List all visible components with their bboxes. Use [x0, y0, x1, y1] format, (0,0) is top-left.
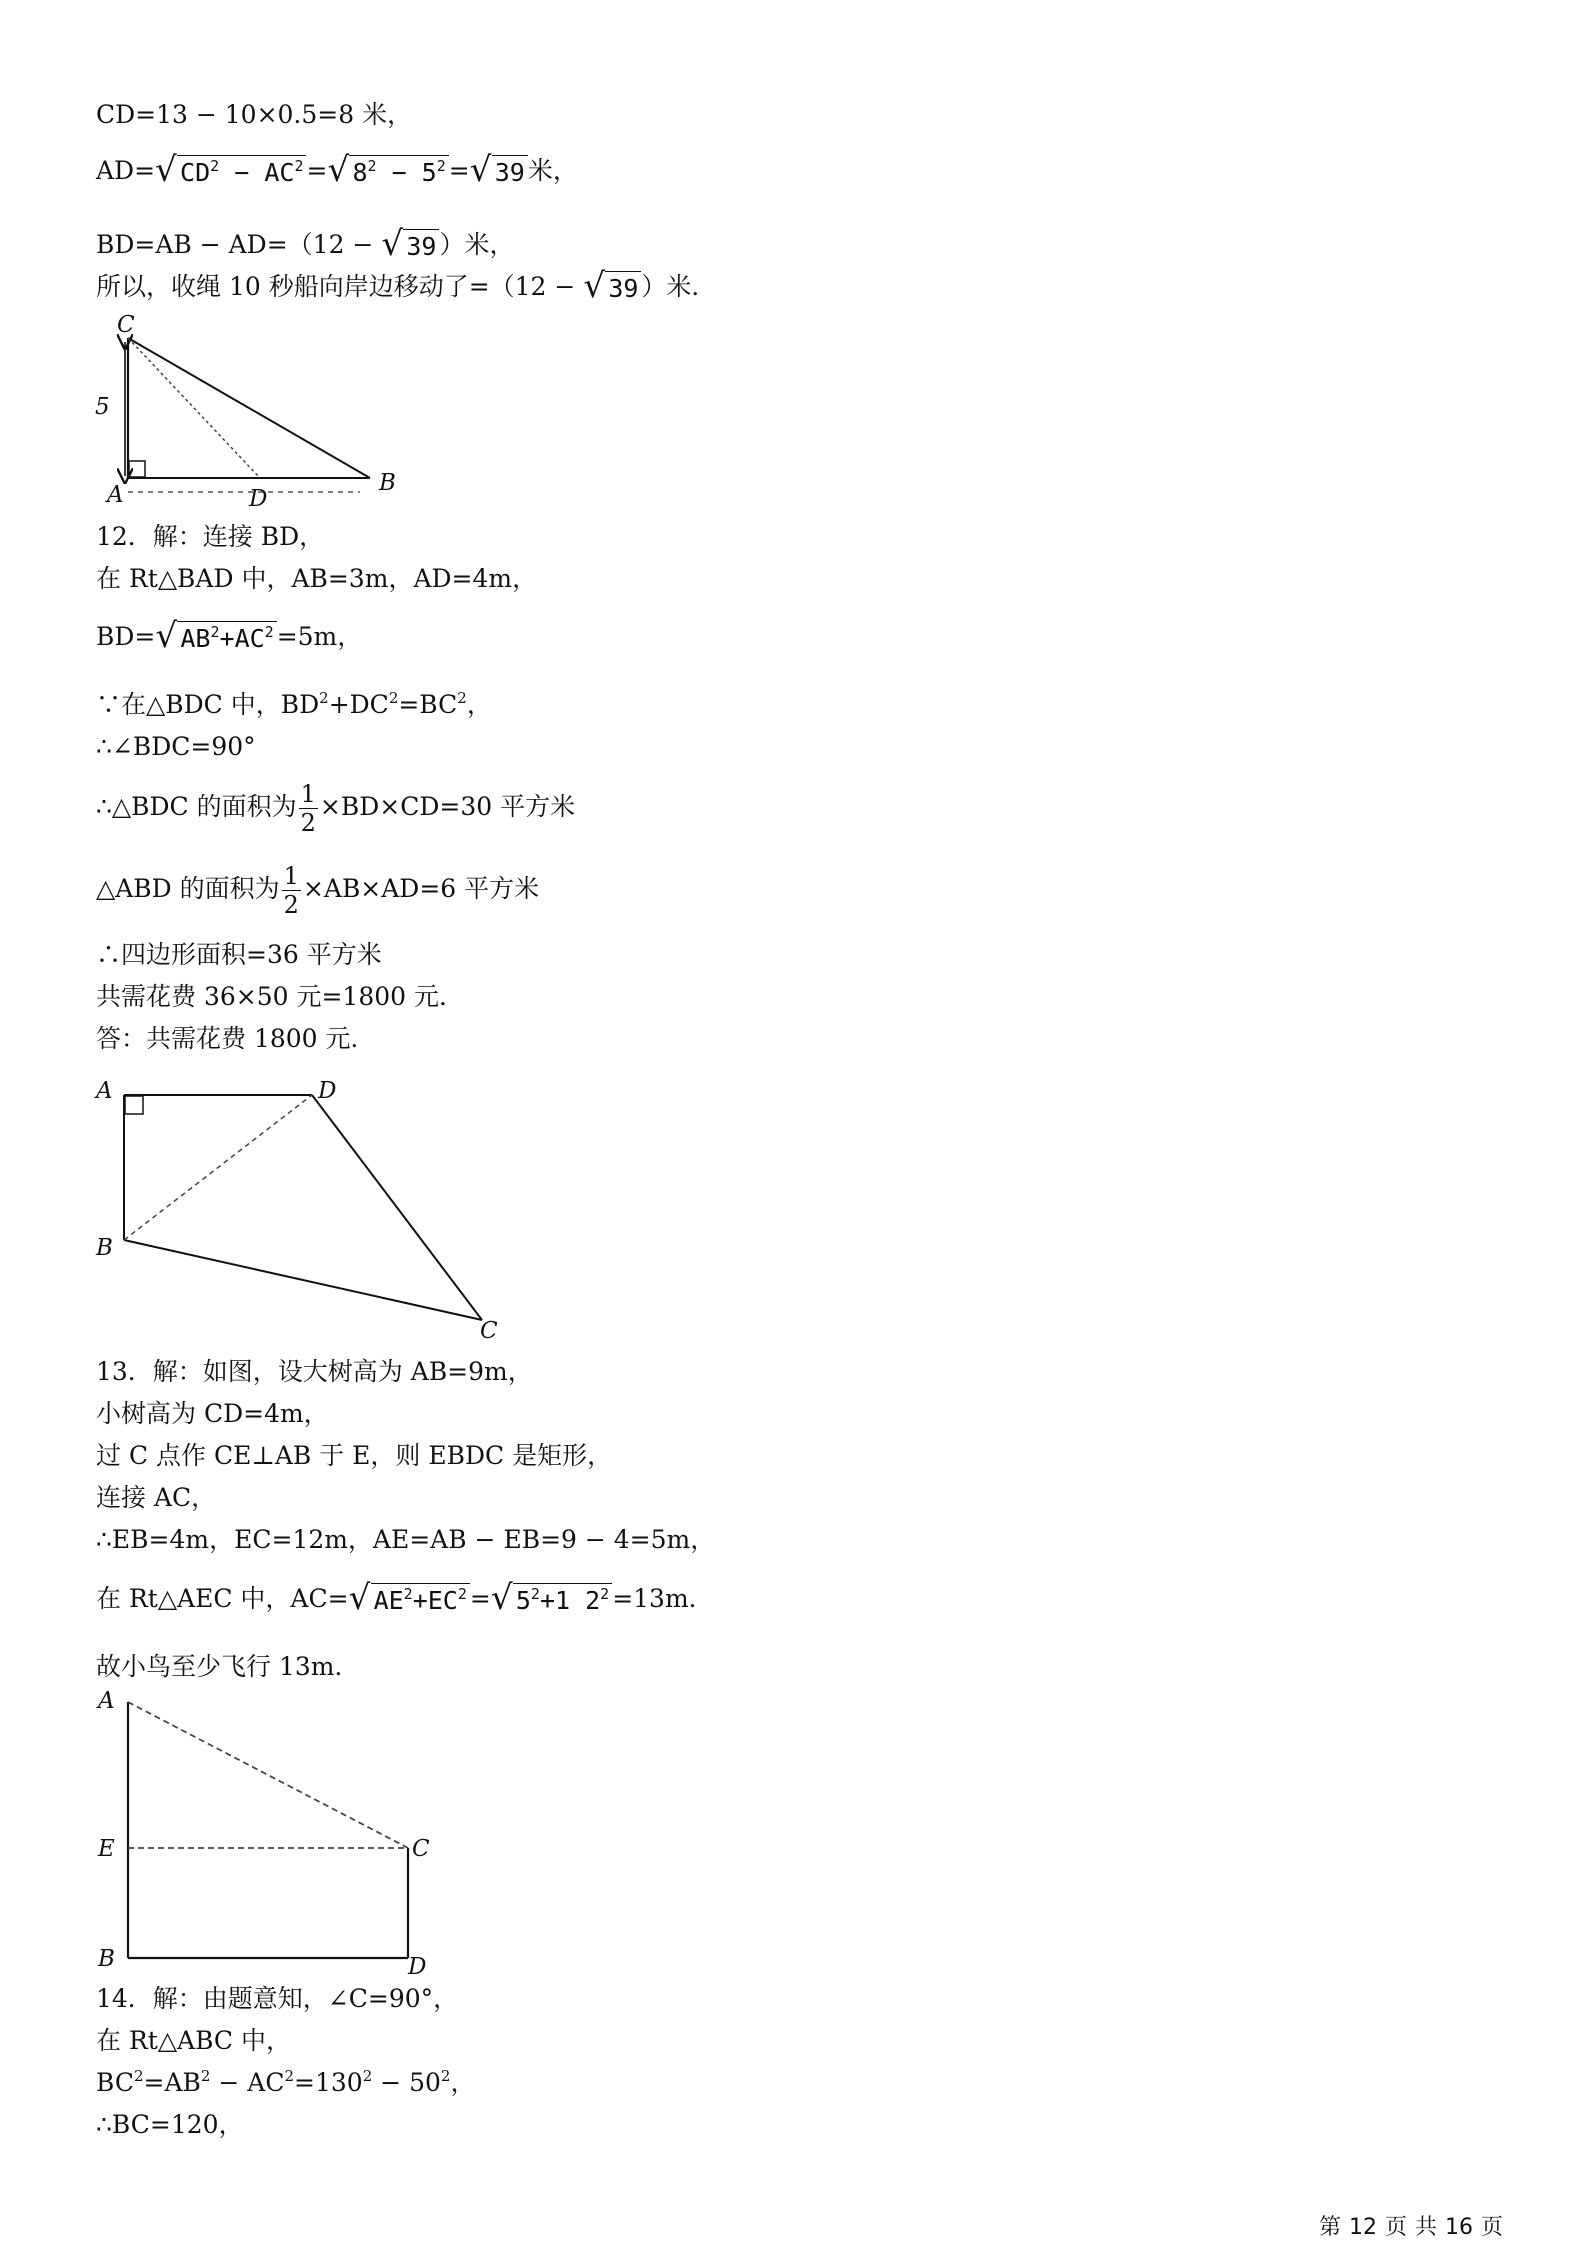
- text-line: ∵在△BDC 中，$BD^2+DC^2=BC^2$，: [96, 689, 492, 719]
- sqrt-ab2-ac2: √ $AB^2+AC^2$: [155, 621, 276, 656]
- fraction-half: $\frac{1}{2}$: [300, 780, 316, 837]
- label-a: A: [107, 482, 124, 508]
- text-line: 过 C 点作 CE⊥AB 于 E，则 EBDC 是矩形，: [96, 1441, 613, 1470]
- equation-ac: 在 Rt△AEC 中，AC= √ $AE^2+EC^2$ = √ $5^2+1$ $2^2 =13m$．: [96, 1578, 714, 1618]
- label-b: B: [98, 1946, 115, 1972]
- sqrt-cd2-ac2: √ $CD^2 - AC^2$: [155, 155, 306, 190]
- equation-area-abd: △ABD 的面积为 $\frac{1}{2}$ ×AB×AD=6 平方米: [96, 862, 540, 919]
- text-line: 答：共需花费 1800 元．: [96, 1024, 376, 1053]
- text-line: 所以，收绳 10 秒船向岸边移动了=（12 − √ 39 ）米．: [96, 266, 717, 306]
- label-b: B: [96, 1235, 113, 1261]
- text-line: 连接 AC，: [96, 1483, 217, 1512]
- label-a: A: [96, 1078, 113, 1104]
- text-line: 12．解：连接 BD，: [96, 522, 325, 551]
- sqrt-39: √ 39: [381, 229, 439, 264]
- text-line: ∴BC=120，: [96, 2110, 244, 2139]
- equation-bd: BD=AB − AD=（12 − √ 39 ）米，: [96, 224, 515, 264]
- text-line: 共需花费 36×50 元=1800 元．: [96, 982, 464, 1011]
- label-b: B: [379, 470, 396, 496]
- text-line: 在 Rt△ABC 中，: [96, 2026, 292, 2055]
- figure-boat-triangle: [95, 310, 455, 510]
- label-d: D: [408, 1954, 427, 1980]
- label-c: C: [117, 312, 135, 338]
- page-total: 16: [1444, 2215, 1473, 2240]
- text-line: ∴四边形面积=36 平方米: [96, 940, 382, 969]
- sqrt-8sq-5sq: √ $8^2 - 5^2$: [327, 155, 448, 190]
- label-c: C: [480, 1318, 498, 1344]
- text-line: ∴∠BDC=90°: [96, 732, 256, 761]
- text-line: 小树高为 CD=4m，: [96, 1399, 329, 1428]
- sqrt-39: √ 39: [470, 155, 528, 190]
- page-footer: 第 12 页 共 16 页: [1318, 2215, 1503, 2240]
- figure-quadrilateral: [90, 1070, 510, 1344]
- equation-area-bdc: ∴△BDC 的面积为 $\frac{1}{2}$ ×BD×CD=30 平方米: [96, 780, 576, 837]
- label-e: E: [98, 1836, 115, 1862]
- label-c: C: [412, 1836, 430, 1862]
- text-line: 14．解：由题意知，∠C=90°，: [96, 1984, 459, 2013]
- label-d: D: [318, 1078, 337, 1104]
- sqrt-39: √ 39: [583, 271, 641, 306]
- text-line: ∴EB=4m，EC=12m，AE=AB − EB=9 − 4=5m，: [96, 1525, 716, 1554]
- label-a: A: [98, 1688, 115, 1714]
- label-d: D: [249, 486, 268, 512]
- equation-bc: $BC^2=AB^2 - AC^2=130^2 - 50^2$，: [96, 2067, 476, 2097]
- text-line: CD=13 − 10×0.5=8 米，: [96, 100, 413, 129]
- text-line: 故小鸟至少飞行 13m．: [96, 1652, 360, 1681]
- sqrt-ae2-ec2: √ $AE^2+EC^2$: [349, 1583, 470, 1618]
- fraction-half: $\frac{1}{2}$: [283, 862, 299, 919]
- equation-ad: AD= √ $CD^2 - AC^2$ = √ $8^2 - 5^2$ = √ 39 米，: [96, 150, 578, 190]
- label-5: 5: [95, 394, 110, 420]
- text-line: 在 Rt△BAD 中，AB=3m，AD=4m，: [96, 564, 538, 593]
- page-number: 12: [1348, 2215, 1377, 2240]
- text-line: 13．解：如图，设大树高为 AB=9m，: [96, 1357, 533, 1386]
- figure-trees: [90, 1690, 490, 1980]
- equation-bd-length: BD= √ $AB^2+AC^2 =5m$，: [96, 616, 363, 656]
- sqrt-5sq-12sq: √ $5^2+1$ $2^2$: [491, 1583, 612, 1618]
